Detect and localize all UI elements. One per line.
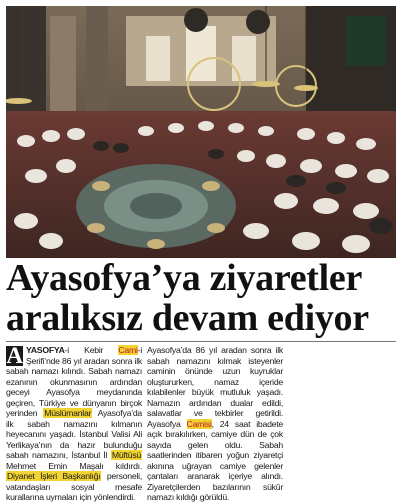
highlight: Cami [118, 345, 138, 355]
text-span: Ayasofya’da ilk sabah namazını kılmanın heyecanını yaşadı. İstanbul Valisi Ali Yerlikaya’nın da hazır bulunduğu sabah namazını, İstanbul İl [6, 408, 142, 460]
text-span: , 24 saat ibadete açık bırakılırken, camiye dün de çok sayıda gelen oldu. Sabah saatlerinden itibaren yoğun ziyaretçi akınına uğrayan camiye gelenler çantaları aranarak içeriye alındı. Ziyaretçilerden bazılarının sükûr namazı kıldığı görüldü. [147, 418, 283, 502]
article-headline [6, 258, 396, 338]
drop-cap: A [6, 343, 23, 368]
headline-line-1: Ayasofya’ya ziyaretler [6, 257, 363, 299]
highlight: Camisi [186, 418, 212, 429]
text-span: Mehmet Emin Maşalı kıldırdı. [6, 460, 142, 471]
highlight: Diyanet İşleri Başkanlığı [7, 471, 101, 481]
headline-divider [6, 341, 396, 342]
text-span: -i Kebir [64, 345, 119, 355]
highlight: Müslümanlar [44, 408, 92, 418]
photo-illustration [6, 6, 396, 258]
mosque-interior-photo [6, 6, 396, 258]
text-span: personeli, vatandaşları sosyal mesafe kurallarına uymaları için yönlendirdi. [6, 471, 142, 502]
dateline: YASOFYA [26, 345, 65, 355]
empty-column [290, 345, 396, 473]
headline-line-2: aralıksız devam ediyor [6, 297, 369, 339]
highlight: Müftüsü [111, 450, 141, 460]
article-column-2 [147, 345, 283, 503]
text-span: Ayasofya’da 86 yıl aradan sonra ilk sabah namazını kılmak isteyenler caminin önünde uzun kuyruklar oluştururken, namaz içeride kılabilenler büyük mutluluk yaşadı. Namazın ardından dualar edildi, salavatlar ve tekbirler getirildi. Ayasofya [147, 345, 283, 429]
text-span: -i Şerifi’nde 86 yıl aradan sonra ilk sabah namazı kılındı. Sabah namazı ezanının okunmasının ardından geceyi Ayasofya meydanında geçiren, Türkiye ve dünyanın birçok yerinden [6, 345, 142, 418]
article-column-1 [6, 345, 142, 503]
